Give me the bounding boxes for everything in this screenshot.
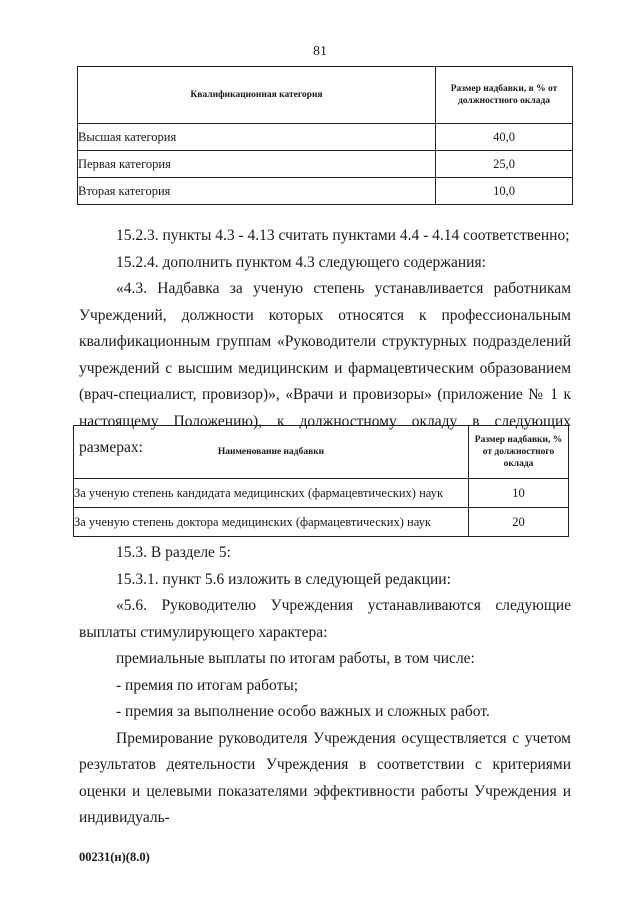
table-row: [78, 178, 573, 205]
academic-degree-allowance-table: [73, 425, 569, 537]
paragraph: 15.2.3. пункты 4.3 - 4.13 считать пунктами 4.4 - 4.14 соответственно;: [116, 227, 570, 244]
page-number: 81: [313, 44, 327, 59]
table-row: [78, 151, 573, 178]
table-cell-value: 10: [469, 479, 569, 508]
paragraph: «5.6. Руководителю Учреждения устанавливаются следующие выплаты стимулирующего характера:: [79, 597, 571, 641]
table-cell-value: 20: [469, 508, 569, 537]
table-cell-name: За ученую степень доктора медицинских (фармацевтических) наук: [74, 508, 469, 537]
paragraph: Премирование руководителя Учреждения осуществляется с учетом результатов деятельности Учреждения в соответствии с критериями оценки и целевыми показателями эффективности работы Учреждения и индивидуаль-: [79, 729, 571, 826]
table-cell-name: За ученую степень кандидата медицинских (фармацевтических) наук: [74, 479, 469, 508]
table-header-cell: Наименование надбавки: [74, 426, 469, 479]
table-row: [74, 508, 569, 537]
table-cell-value: 25,0: [436, 151, 573, 178]
table-row: [78, 124, 573, 151]
paragraph: 15.3. В разделе 5:: [116, 544, 231, 561]
body-text-section-b: [79, 540, 571, 832]
table-cell-value: 10,0: [436, 178, 573, 205]
table-header-row: [74, 426, 569, 479]
table-cell-name: Вторая категория: [78, 178, 436, 205]
paragraph: 15.2.4. дополнить пунктом 4.3 следующего содержания:: [116, 253, 486, 271]
document-code: 00231(н)(8.0): [79, 850, 150, 864]
table-header-cell: Квалификационная категория: [78, 67, 436, 124]
table-header-cell: Размер надбавки, в % от должностного оклада: [436, 67, 573, 124]
qualification-category-table: [77, 66, 573, 205]
table-cell-value: 40,0: [436, 124, 573, 151]
table-row: [74, 479, 569, 508]
table-header-cell: Размер надбавки, % от должностного оклада: [469, 426, 569, 479]
paragraph: 15.3.1. пункт 5.6 изложить в следующей редакции:: [116, 570, 451, 588]
paragraph: - премия за выполнение особо важных и сложных работ.: [116, 703, 490, 720]
table-cell-name: Первая категория: [78, 151, 436, 178]
paragraph: премиальные выплаты по итогам работы, в том числе:: [116, 650, 475, 667]
paragraph: - премия по итогам работы;: [116, 676, 299, 694]
paragraph: «4.3. Надбавка за ученую степень устанавливается работникам Учреждений, должности которых относятся к профессиональным квалификационным группам «Руководители структурных подразделений учреждений с высшим медицинским и фармацевтическим образованием (врач-специалист, провизор)», «Врачи и провизоры» (приложение № 1 к настоящему Положению), к должностному окладу в следующих размерах:: [79, 280, 571, 456]
table-header-row: [78, 67, 573, 124]
table-cell-name: Высшая категория: [78, 124, 436, 151]
